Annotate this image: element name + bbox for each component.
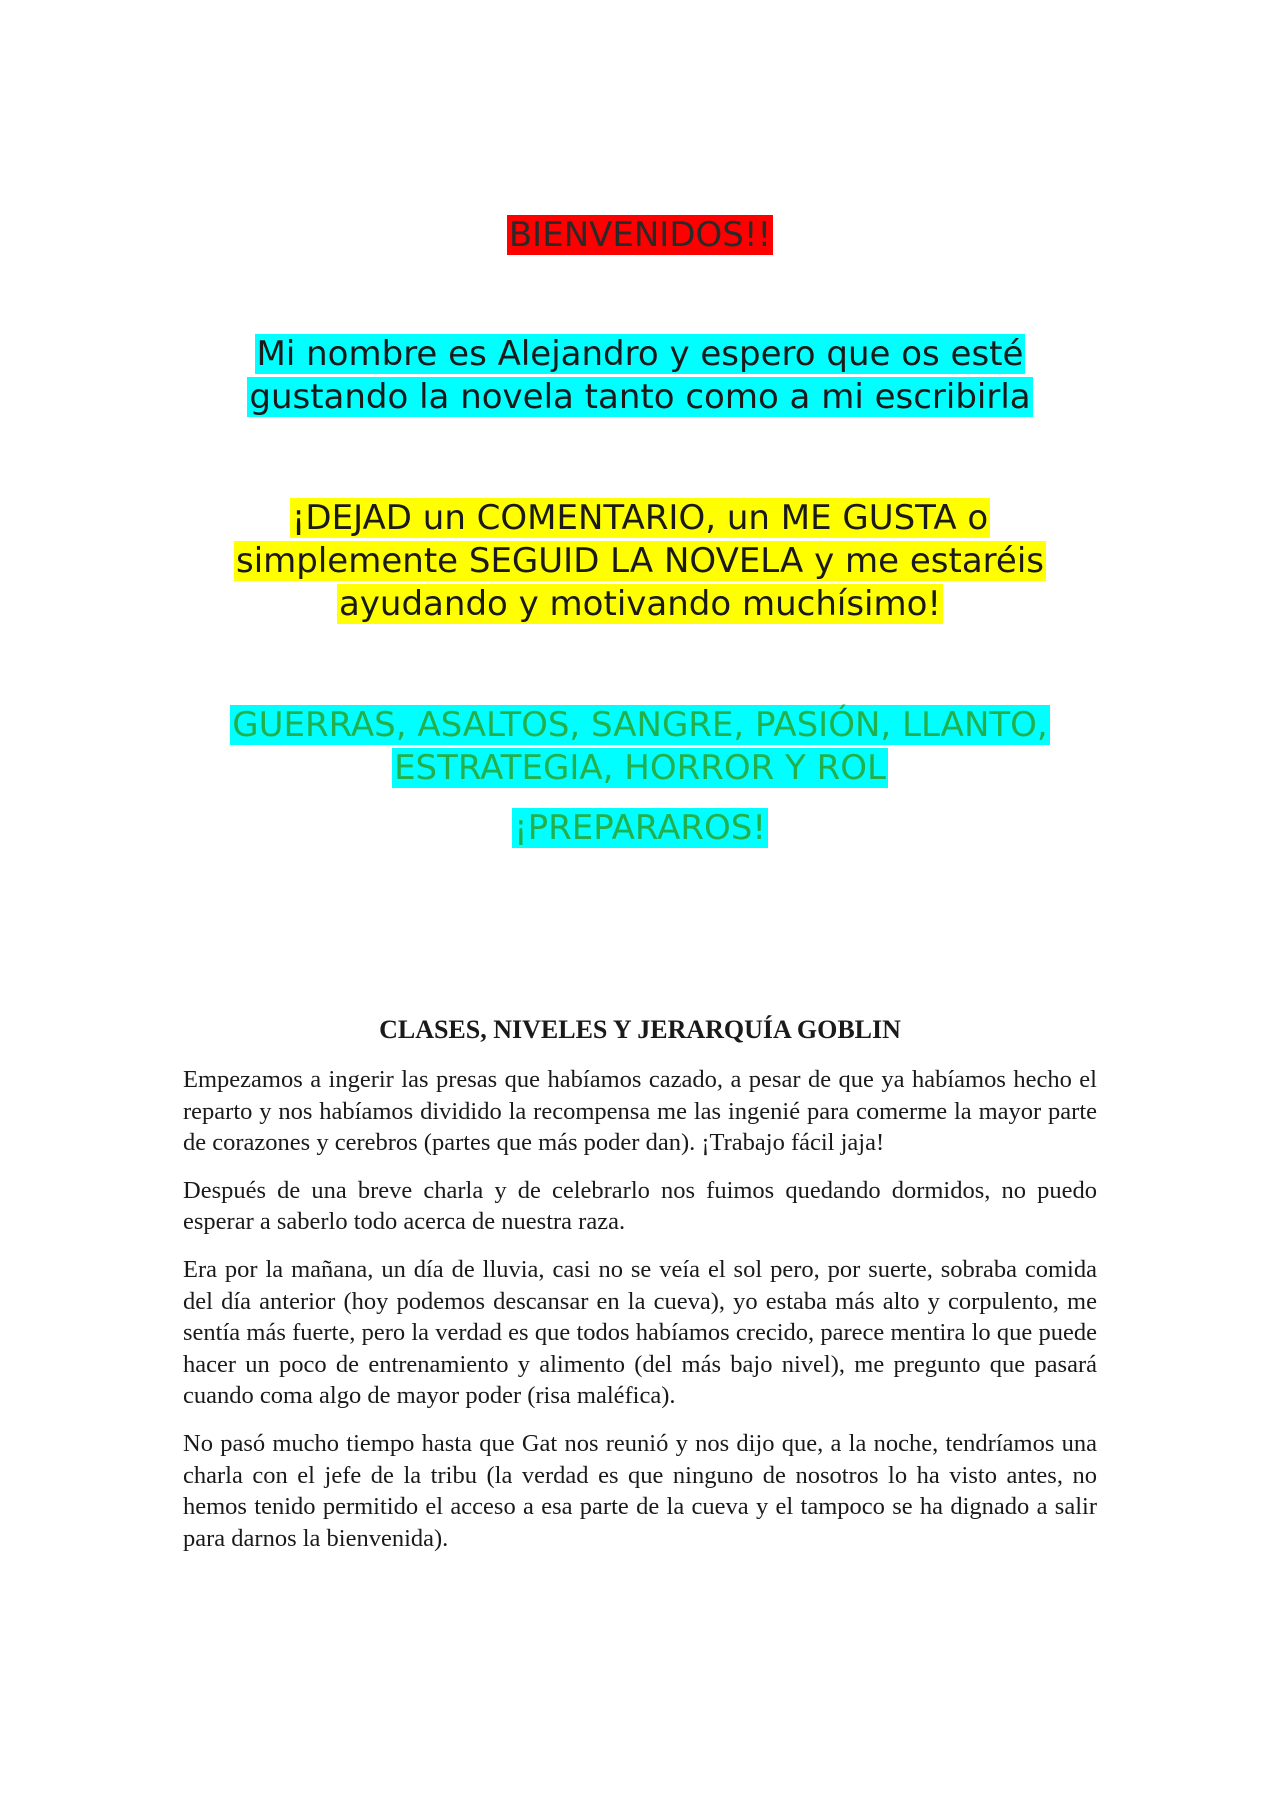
genres-banner — [183, 704, 1097, 790]
prepare-banner — [183, 807, 1097, 850]
paragraph: Era por la mañana, un día de lluvia, casi no se veía el sol pero, por suerte, sobraba comida del día anterior (hoy podemos descansar en la cueva), yo estaba más alto y corpulento, me sentía más fuerte, pero la verdad es que todos habíamos crecido, parece mentira lo que puede hacer un poco de entrenamiento y alimento (del más bajo nivel), me pregunto que pasará cuando coma algo de mayor poder (risa maléfica). — [183, 1255, 1097, 1410]
prepare-text: ¡PREPARAROS! — [514, 808, 766, 848]
paragraph: Después de una breve charla y de celebrarlo nos fuimos quedando dormidos, no puedo esperar a saberlo todo acerca de nuestra raza. — [183, 1176, 1097, 1236]
chapter-title: CLASES, NIVELES Y JERARQUÍA GOBLIN — [379, 1015, 901, 1044]
welcome-text: BIENVENIDOS!! — [508, 215, 772, 255]
genres-text: GUERRAS, ASALTOS, SANGRE, PASIÓN, LLANTO, ESTRATEGIA, HORROR Y ROL — [232, 705, 1048, 788]
chapter-body — [183, 1064, 1097, 1570]
paragraph: Empezamos a ingerir las presas que habíamos cazado, a pesar de que ya habíamos hecho el reparto y nos habíamos dividido la recompensa me las ingenié para comerme la mayor parte de corazones y cerebros (partes que más poder dan). ¡Trabajo fácil jaja! — [183, 1066, 1097, 1157]
call-to-action-text: ¡DEJAD un COMENTARIO, un ME GUSTA o simplemente SEGUID LA NOVELA y me estaréis ayudando y motivando muchísimo! — [236, 498, 1044, 624]
author-intro-text: Mi nombre es Alejandro y espero que os esté gustando la novela tanto como a mi escribirla — [249, 334, 1031, 417]
paragraph: No pasó mucho tiempo hasta que Gat nos reunió y nos dijo que, a la noche, tendríamos una charla con el jefe de la tribu (la verdad es que ninguno de nosotros lo ha visto antes, no hemos tenido permitido el acceso a esa parte de la cueva y el tampoco se ha dignado a salir para darnos la bienvenida). — [183, 1429, 1097, 1552]
call-to-action — [183, 497, 1097, 626]
welcome-banner — [183, 212, 1097, 258]
author-intro — [183, 333, 1097, 419]
